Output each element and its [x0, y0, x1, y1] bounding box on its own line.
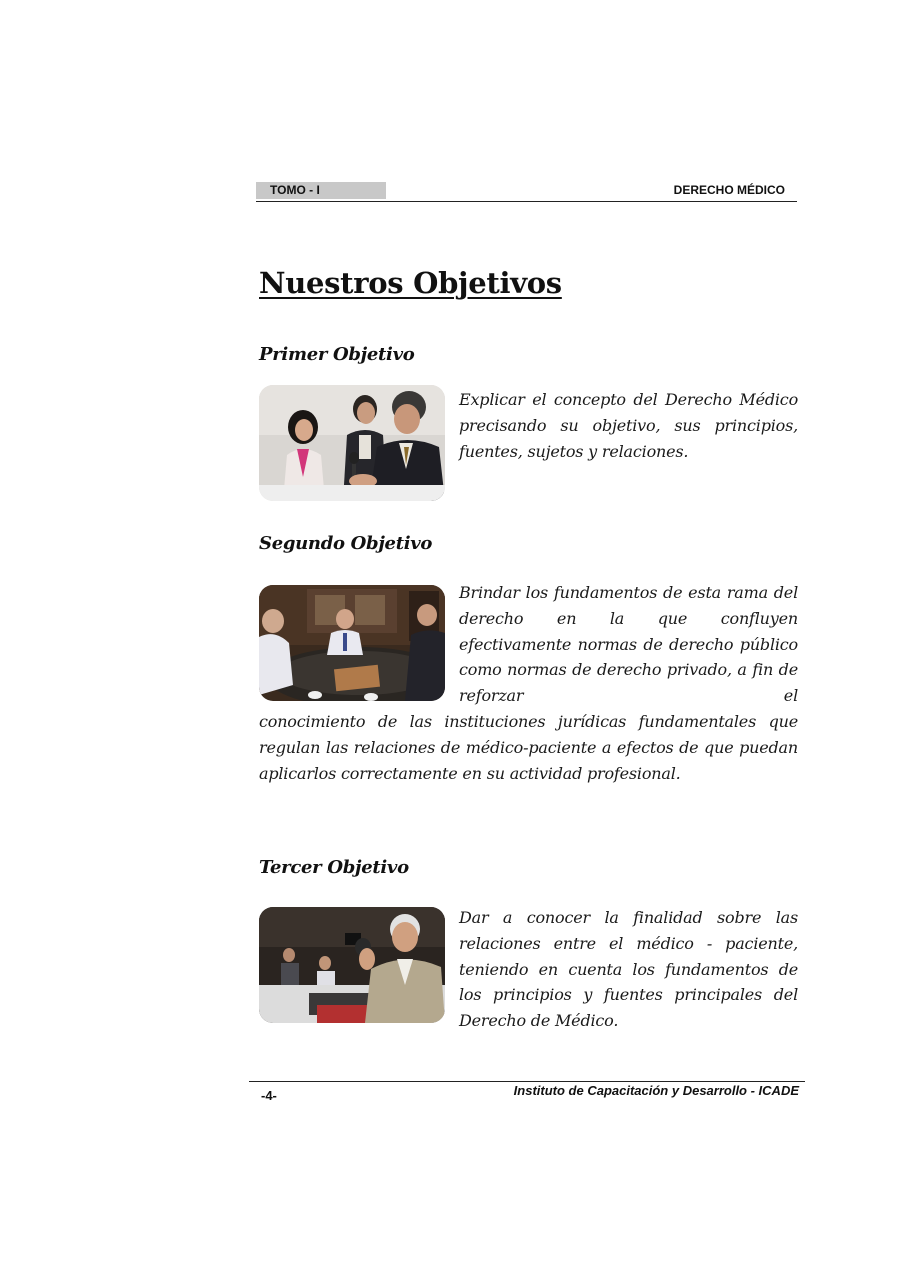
footer-divider	[249, 1081, 805, 1082]
header-tomo-label: TOMO - I	[256, 182, 386, 199]
objective-3-photo	[259, 907, 445, 1023]
footer-institution: Instituto de Capacitación y Desarrollo - ICADE	[513, 1083, 799, 1098]
objective-3-text: Dar a conocer la finalidad sobre las relaciones entre el médico - paciente, teniendo en cuenta los fundamentos de los principios y fuentes principales del Derecho de Médico.	[459, 908, 798, 1031]
objective-2-text-part2: conocimiento de las instituciones jurídicas fundamentales que regulan las relaciones de médico-paciente a efectos de que puedan aplicarlos correctamente en su actividad profesional.	[259, 712, 798, 783]
objective-1-text: Explicar el concepto del Derecho Médico precisando su objetivo, sus principios, fuentes, sujetos y relaciones.	[459, 390, 798, 461]
objective-1-heading: Primer Objetivo	[259, 344, 415, 365]
page-header	[256, 181, 797, 202]
objective-1-photo	[259, 385, 445, 501]
footer-page-number: -4-	[261, 1088, 277, 1103]
header-title: DERECHO MÉDICO	[673, 183, 785, 197]
objective-2-photo	[259, 585, 445, 701]
objective-2-text-part1: Brindar los fundamentos de esta rama del derecho en la que confluyen efectivamente normas de derecho público como normas de derecho privado, a fin de reforzar el	[459, 583, 798, 706]
objective-2-heading: Segundo Objetivo	[259, 533, 433, 554]
objective-3-heading: Tercer Objetivo	[259, 857, 409, 878]
page-title: Nuestros Objetivos	[259, 266, 562, 300]
